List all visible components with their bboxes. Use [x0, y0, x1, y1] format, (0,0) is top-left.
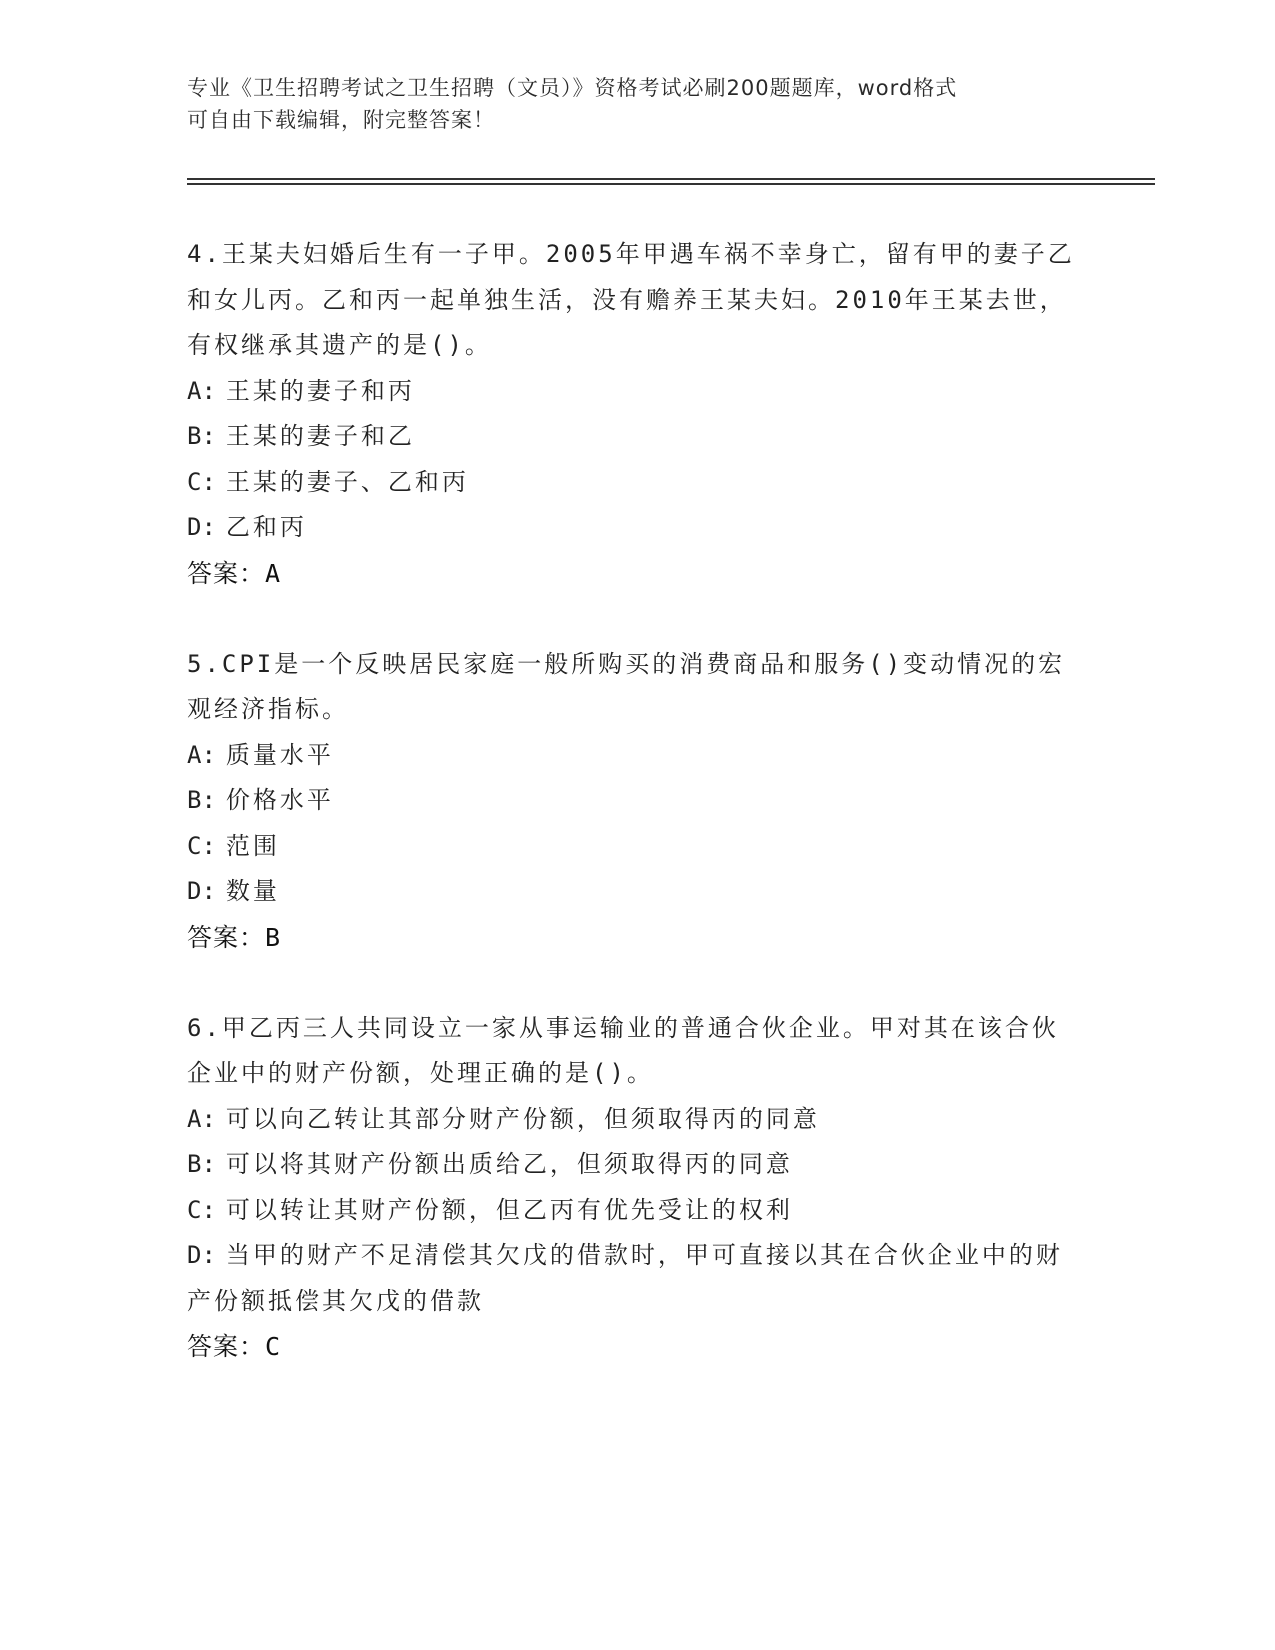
option-separator: :	[201, 513, 216, 541]
option-letter: A	[187, 376, 202, 405]
question-4	[187, 232, 1087, 596]
option-separator: :	[201, 422, 216, 450]
option-text: 王某的妻子和乙	[225, 422, 415, 450]
option-separator: :	[201, 467, 216, 496]
answer-value: B	[265, 922, 282, 952]
option-c	[187, 1188, 1087, 1234]
option-separator: :	[201, 376, 216, 405]
question-text: 5.CPI是一个反映居民家庭一般所购买的消费商品和服务()变动情况的宏观经济指标。	[187, 649, 1066, 723]
option-a	[187, 733, 1087, 779]
answer-line	[187, 915, 1087, 960]
option-separator: :	[201, 877, 216, 905]
option-text: 可以向乙转让其部分财产份额，但须取得丙的同意	[225, 1104, 820, 1133]
option-text: 范围	[225, 831, 280, 860]
answer-label: 答案：	[187, 922, 266, 952]
option-d	[187, 869, 1087, 915]
option-d	[187, 505, 1087, 551]
answer-line	[187, 1324, 1087, 1369]
option-text: 王某的妻子、乙和丙	[225, 467, 469, 496]
answer-value: A	[265, 558, 282, 588]
answer-line	[187, 551, 1087, 596]
option-letter: D	[187, 1241, 202, 1269]
option-letter: B	[187, 422, 202, 450]
option-letter: B	[187, 1150, 202, 1178]
option-separator: :	[201, 1104, 216, 1133]
option-separator: :	[201, 1150, 216, 1178]
option-a	[187, 369, 1087, 415]
option-separator: :	[201, 740, 216, 769]
option-separator: :	[201, 831, 216, 860]
option-text: 王某的妻子和丙	[225, 376, 415, 405]
header-divider-bottom	[187, 183, 1155, 185]
answer-value: C	[265, 1332, 282, 1361]
question-6	[187, 1006, 1087, 1370]
header-divider-top	[187, 178, 1155, 180]
option-text: 价格水平	[225, 786, 334, 814]
option-c	[187, 824, 1087, 870]
option-letter: C	[187, 831, 202, 860]
option-text: 可以将其财产份额出质给乙，但须取得丙的同意	[225, 1150, 793, 1178]
option-b	[187, 414, 1087, 460]
option-letter: C	[187, 1195, 202, 1224]
option-separator: :	[201, 1241, 216, 1269]
option-text: 数量	[225, 877, 280, 905]
option-letter: B	[187, 786, 202, 814]
option-separator: :	[201, 1195, 216, 1224]
option-a	[187, 1097, 1087, 1143]
header-line-2: 可自由下载编辑，附完整答案！	[187, 108, 495, 132]
option-text: 可以转让其财产份额，但乙丙有优先受让的权利	[225, 1195, 793, 1224]
option-c	[187, 460, 1087, 506]
answer-label: 答案：	[187, 558, 266, 588]
option-b	[187, 1142, 1087, 1188]
option-letter: A	[187, 1104, 202, 1133]
question-text: 6.甲乙丙三人共同设立一家从事运输业的普通合伙企业。甲对其在该合伙企业中的财产份额，处理正确的是()。	[187, 1013, 1059, 1087]
question-text: 4.王某夫妇婚后生有一子甲。2005年甲遇车祸不幸身亡，留有甲的妻子乙和女儿丙。乙和丙一起单独生活，没有赡养王某夫妇。2010年王某去世，有权继承其遗产的是()。	[187, 240, 1075, 359]
option-d	[187, 1233, 1087, 1324]
option-letter: A	[187, 740, 202, 769]
option-letter: D	[187, 877, 202, 905]
option-b	[187, 778, 1087, 824]
option-text: 当甲的财产不足清偿其欠戊的借款时，甲可直接以其在合伙企业中的财产份额抵偿其欠戊的借款	[187, 1241, 1063, 1315]
option-text: 乙和丙	[225, 513, 307, 541]
header-line-1: 专业《卫生招聘考试之卫生招聘（文员）》资格考试必刷200题题库，word格式	[187, 76, 958, 100]
answer-label: 答案：	[187, 1332, 266, 1361]
option-text: 质量水平	[225, 740, 334, 769]
option-letter: C	[187, 467, 202, 496]
question-list	[187, 232, 1087, 1415]
question-5	[187, 642, 1087, 960]
document-header	[187, 72, 1067, 136]
option-letter: D	[187, 513, 202, 541]
option-separator: :	[201, 786, 216, 814]
